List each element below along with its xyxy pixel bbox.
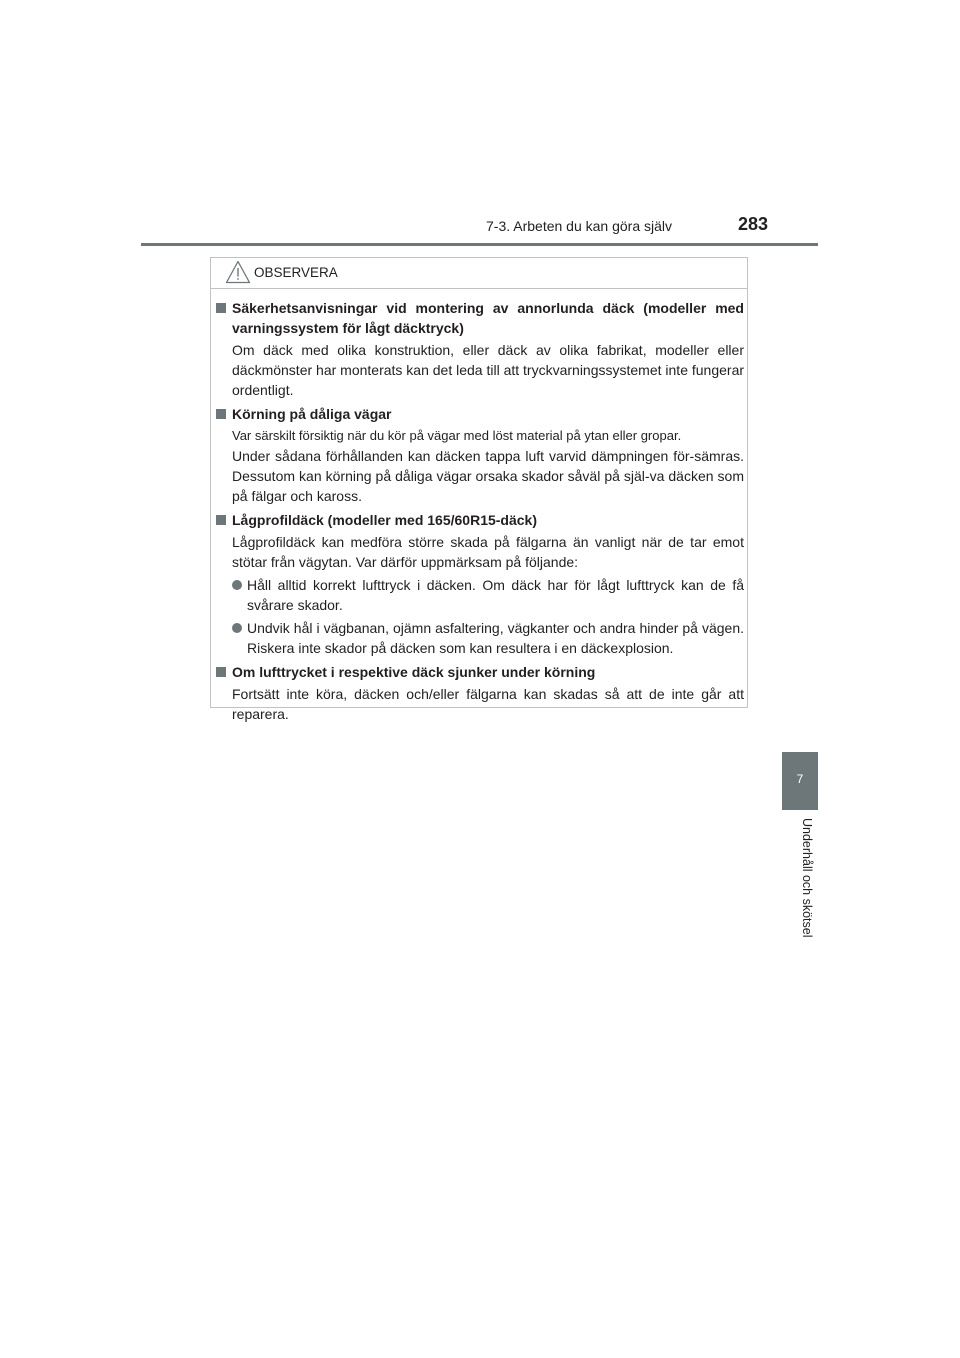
square-bullet-icon <box>216 667 226 677</box>
caution-section <box>216 510 744 658</box>
round-bullet-icon <box>232 623 242 633</box>
caution-header <box>211 258 747 289</box>
section-heading: Om lufttrycket i respektive däck sjunker under körning <box>216 662 744 682</box>
section-heading: Lågprofildäck (modeller med 165/60R15-däck) <box>216 510 744 530</box>
list-item: Undvik hål i vägbanan, ojämn asfaltering, vägkanter och andra hinder på vägen. Riskera inte skador på däcken som kan resultera i en däckexplosion. <box>216 618 744 658</box>
square-bullet-icon <box>216 409 226 419</box>
section-title: 7-3. Arbeten du kan göra själv <box>486 218 673 234</box>
section-heading: Säkerhetsanvisningar vid montering av annorlunda däck (modeller med varningssystem för lågt däcktryck) <box>216 298 744 338</box>
section-body: Under sådana förhållanden kan däcken tappa luft varvid dämpningen för-sämras. Dessutom kan körning på dåliga vägar orsaka skador såväl på själ-va däcken som på fälgar och kaross. <box>232 448 744 504</box>
round-bullet-icon <box>232 580 242 590</box>
caution-section <box>216 404 744 506</box>
square-bullet-icon <box>216 515 226 525</box>
caution-content <box>216 298 744 728</box>
chapter-number: 7 <box>796 772 804 786</box>
caution-box <box>210 257 748 722</box>
list-item: Håll alltid korrekt lufttryck i däcken. Om däck har för lågt lufttryck kan de få svårare skador. <box>216 575 744 615</box>
chapter-tab <box>782 752 818 810</box>
chapter-title: Underhåll och skötsel <box>800 818 814 938</box>
warning-triangle-icon <box>225 260 251 284</box>
square-bullet-icon <box>216 303 226 313</box>
section-body: Om däck med olika konstruktion, eller däck av olika fabrikat, modeller eller däckmönster har monterats kan det leda till att tryckvarningssystemet inte fungerar ordentligt. <box>232 342 745 398</box>
caution-section <box>216 662 744 724</box>
section-body-line: Var särskilt försiktig när du kör på vägar med löst material på ytan eller gropar. <box>232 428 682 443</box>
header-rule <box>141 243 818 246</box>
section-body: Lågprofildäck kan medföra större skada på fälgarna än vanligt när de tar emot stötar från vägytan. Var därför uppmärksam på följande: <box>232 534 744 570</box>
caution-section <box>216 298 744 400</box>
section-heading: Körning på dåliga vägar <box>216 404 744 424</box>
caution-label: OBSERVERA <box>254 265 338 280</box>
section-body: Fortsätt inte köra, däcken och/eller fälgarna kan skadas så att de inte går att reparera. <box>232 686 744 722</box>
page-number: 283 <box>738 214 769 234</box>
